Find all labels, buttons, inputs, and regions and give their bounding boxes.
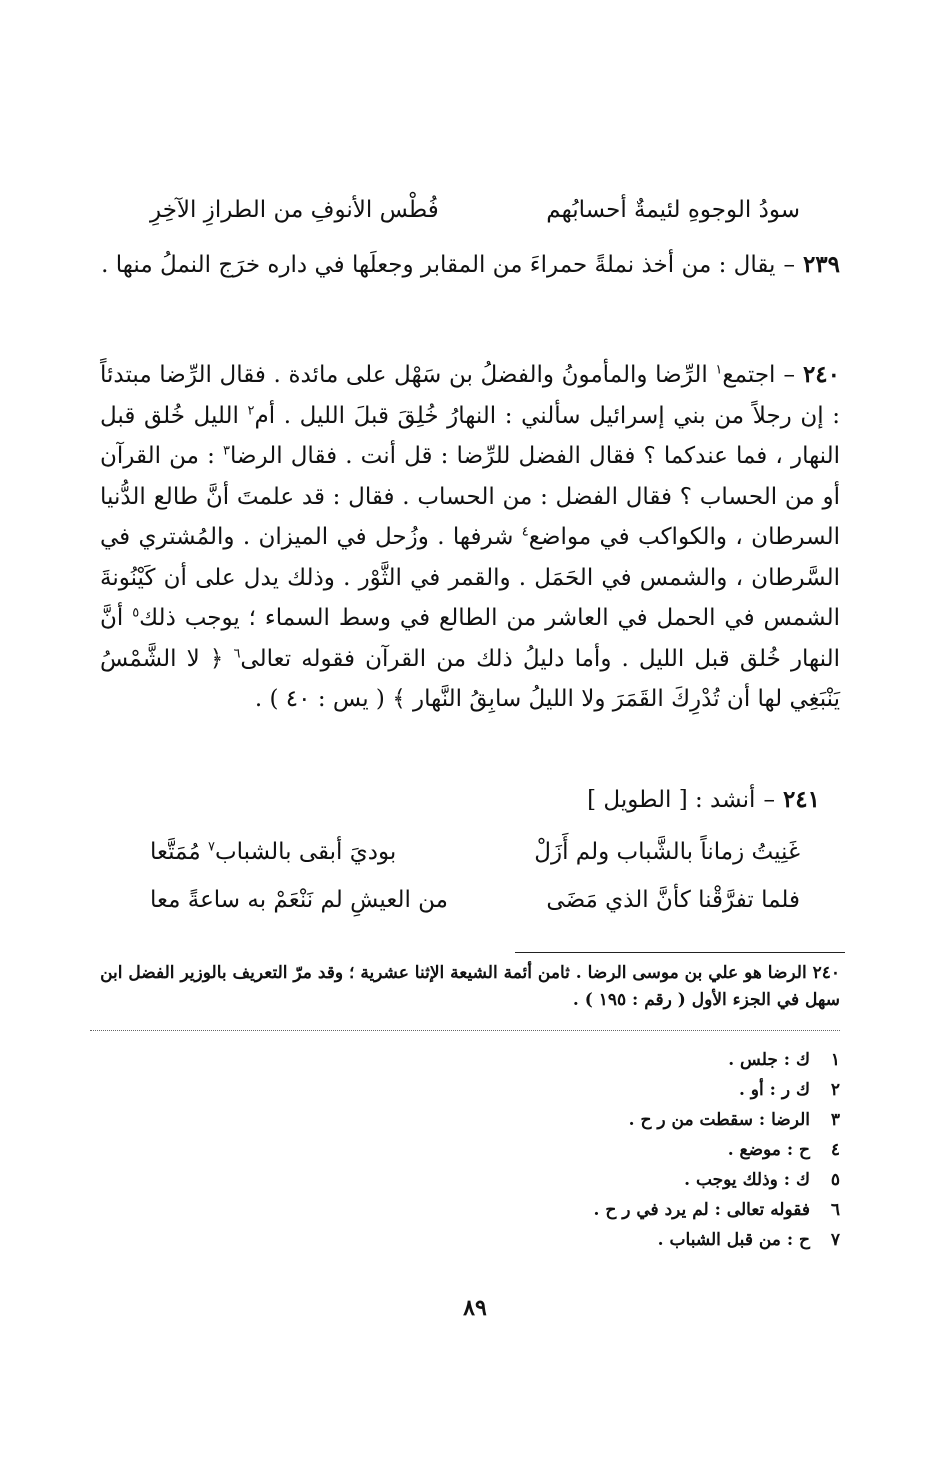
entry-240 (100, 355, 840, 720)
footnote-number: ٥ (830, 1170, 840, 1190)
footnote-item (440, 1165, 840, 1195)
poem-line-1 (150, 828, 800, 876)
footnote-text: ح : موضع . (727, 1140, 810, 1160)
page-number: ٨٩ (463, 1295, 487, 1321)
footnote-text: ح : من قبل الشباب . (657, 1230, 810, 1250)
verse-hemistich-right: سودُ الوجوهِ لئيمةٌ أحسابُهم (546, 197, 800, 223)
poem-hemistich-left: من العيشِ لم نَنْعَمْ به ساعةً معا (150, 887, 449, 913)
footnote-number: ٢ (830, 1080, 840, 1100)
footnote-separator (515, 952, 845, 953)
footnote-number: ١ (830, 1050, 840, 1070)
entry-text-part: اجتمع (722, 362, 776, 388)
footnote-dotted-separator (90, 1030, 840, 1031)
entry-text-part: الليل خُلق قبل النهار ، فما عندكما ؟ فقال الفضل للرِّضا : قل أنت . فقال الرضا (100, 402, 841, 469)
entry-239 (100, 245, 840, 286)
footnote-item (440, 1225, 840, 1255)
footnote-mark: ٤ (521, 524, 529, 540)
entry-text-part: أنَّ النهار خُلق قبل الليل . وأما دليلُ ذلك من القرآن فقوله تعالى (100, 605, 840, 672)
footnote-mark: ٥ (132, 605, 140, 621)
poem (150, 828, 800, 924)
footnote-mark: ٣ (222, 443, 230, 459)
footnote-number: ٦ (830, 1200, 840, 1220)
footnote-item (440, 1075, 840, 1105)
footnote-mark: ٦ (233, 645, 241, 661)
footnote-mark: ١ (715, 362, 723, 378)
footnote-text: ك : وذلك يوجب . (684, 1170, 810, 1190)
entry-number: ٢٤٠ (802, 361, 841, 388)
entry-dash: – (783, 252, 795, 278)
entry-number: ٢٣٩ (802, 251, 840, 278)
footnote-text: ك ر : أو . (738, 1080, 810, 1100)
footnote-mark: ٢ (247, 402, 255, 418)
poem-hemistich-right: غَنِيتُ زماناً بالشَّباب ولم أَزَلْ (534, 839, 800, 865)
entry-text: يقال : من أخذ نملةً حمراءَ من المقابر وجعلَها في داره خرَج النملُ منها . (101, 252, 776, 278)
entry-text-part: الرِّضا والمأمونُ والفضلُ بن سَهْل على مائدة . فقال الرِّضا مبتدئاً : إن رجلاً من بني إسرائيل سألني : النهارُ خُلِقَ قبلَ الليل . أم (100, 362, 840, 429)
entry-241 (100, 780, 820, 821)
poem-text: بوديَ أبقى بالشباب (214, 839, 397, 865)
footnote-text: الرضا : سقطت من ر ح . (628, 1110, 810, 1130)
footnote-item (440, 1045, 840, 1075)
entry-text-part: شرفها . وزُحل في الميزان . والمُشتري في السَّرطان ، والشمس في الحَمَل . والقمر في الثَّوْر . وذلك يدل على أن كَيْنُونةَ الشمس في الحمل في العاشر من الطالع في وسط السماء ؛ يوجب ذلك (100, 524, 840, 631)
footnote-item (440, 1105, 840, 1135)
footnote-mark: ٧ (207, 839, 215, 855)
entry-dash: – (783, 362, 795, 388)
entry-dash: – (763, 787, 775, 813)
footnote-number: ٧ (830, 1230, 840, 1250)
poem-text: مُمَتَّعا (150, 839, 201, 865)
verse-hemistich-left: فُطْس الأنوفِ من الطرازِ الآخِرِ (150, 197, 439, 223)
footnote-text: ك : جلس . (728, 1050, 810, 1070)
entry-text: أنشد : [ الطويل ] (587, 787, 756, 813)
top-verse (150, 190, 800, 230)
footnote-item (440, 1195, 840, 1225)
entry-number: ٢٤١ (782, 786, 820, 813)
entry-text-part: : من القرآن أو من الحساب ؟ فقال الفضل : من الحساب . فقال : قد علمتَ أنَّ طالع الدُّنيا السرطان ، والكواكب في مواضع (100, 443, 840, 550)
footnote-number: ٣ (830, 1110, 840, 1130)
poem-hemistich-right: فلما تفرَّقْنا كأنَّ الذي مَضَى (546, 887, 800, 913)
poem-line-2 (150, 876, 800, 924)
footnote-list (440, 1045, 840, 1255)
quran-quote: ﴿ لا الشَّمْسُ يَنْبَغِي لها أن تُدْرِكَ القَمَرَ ولا الليلُ سابِقُ النَّهار ﴾ ( يس : ٤٠ ) . (100, 645, 840, 712)
footnote-commentary: ٢٤٠ الرضا هو علي بن موسى الرضا . ثامن أئمة الشيعة الإثنا عشرية ؛ وقد مرّ التعريف بالوزير الفضل ابن سهل في الجزء الأول ( رقم : ١٩٥ ) . (100, 963, 840, 1010)
footnote-text: فقوله تعالى : لم يرد في ر ح . (593, 1200, 810, 1220)
footnote-number: ٤ (830, 1140, 840, 1160)
poem-hemistich-left (150, 828, 396, 876)
footnote-item (440, 1135, 840, 1165)
